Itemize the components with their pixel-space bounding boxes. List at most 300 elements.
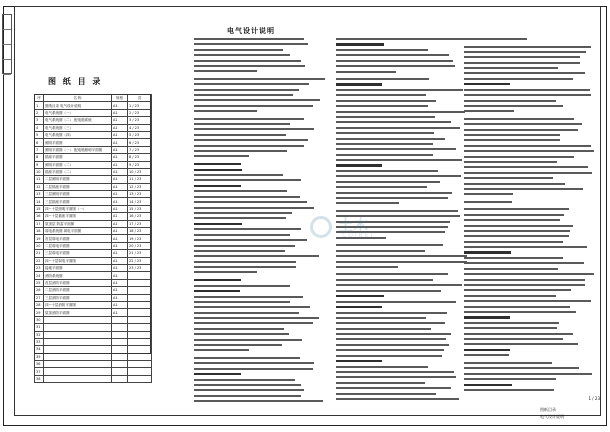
index-cell-page: 14 / 23	[128, 198, 152, 205]
text-line	[194, 250, 285, 252]
text-line	[194, 306, 310, 308]
text-line	[194, 245, 295, 247]
text-line	[336, 333, 451, 335]
index-cell-no: 11	[35, 176, 44, 183]
index-cell-size: A1	[112, 213, 128, 220]
index-cell-size: A1	[112, 264, 128, 271]
text-line	[194, 271, 257, 273]
index-cell-name: 三层弱电平面图	[44, 250, 112, 257]
text-line	[336, 279, 433, 281]
text-line	[336, 127, 460, 129]
page-number: 1 / 23	[588, 396, 600, 401]
text-line	[464, 230, 570, 232]
text-line	[194, 339, 302, 341]
text-line	[336, 192, 452, 194]
index-cell-name: 三层插座平面图	[44, 198, 112, 205]
text-line	[194, 134, 286, 136]
main-title: 电气设计说明	[227, 27, 275, 35]
text-line	[336, 121, 451, 123]
text-line	[194, 163, 241, 165]
index-row	[35, 361, 152, 368]
index-cell-no: 5	[35, 131, 44, 138]
index-cell-size: A1	[112, 228, 128, 235]
text-line	[336, 382, 425, 384]
text-line	[464, 219, 560, 221]
index-cell-no: 38	[35, 375, 44, 382]
index-row	[35, 294, 152, 301]
text-line	[336, 393, 436, 395]
index-cell-page: 23 / 23	[128, 264, 152, 271]
index-row	[35, 264, 152, 271]
text-line	[464, 295, 556, 297]
index-row	[35, 250, 152, 257]
text-line	[194, 174, 283, 176]
index-cell-size: A1	[112, 257, 128, 264]
index-cell-size: A1	[112, 154, 128, 161]
index-cell-size: A1	[112, 183, 128, 190]
index-row	[35, 183, 152, 190]
index-cell-size	[112, 331, 128, 338]
text-line	[336, 244, 443, 246]
index-cell-page	[128, 272, 152, 279]
index-cell-no: 25	[35, 279, 44, 286]
text-line	[336, 132, 434, 134]
text-line	[336, 317, 426, 319]
index-row	[35, 228, 152, 235]
text-line	[194, 169, 242, 171]
index-cell-size: A1	[112, 205, 128, 212]
text-line	[336, 255, 467, 257]
text-line	[194, 368, 313, 370]
index-cell-no: 19	[35, 235, 44, 242]
index-cell-page: 20 / 23	[128, 242, 152, 249]
index-cell-name: 屋顶层 防雷平面图	[44, 220, 112, 227]
text-line	[194, 266, 296, 268]
text-line	[336, 273, 448, 275]
index-row	[35, 368, 152, 375]
index-cell-no: 10	[35, 168, 44, 175]
text-line	[194, 105, 313, 107]
text-line	[336, 164, 382, 166]
text-line	[464, 177, 553, 179]
text-line	[194, 285, 290, 287]
index-cell-name: 弱电系统图 弱电平面图	[44, 228, 112, 235]
text-line	[464, 268, 558, 270]
index-row	[35, 154, 152, 161]
text-line	[464, 214, 564, 216]
text-line	[336, 344, 449, 346]
index-cell-size: A1	[112, 102, 128, 109]
index-cell-name: 照明平面图	[44, 139, 112, 146]
text-line	[336, 148, 456, 150]
index-cell-no: 17	[35, 220, 44, 227]
text-line	[464, 389, 554, 391]
index-cell-no: 34	[35, 346, 44, 353]
index-cell-no: 27	[35, 294, 44, 301]
index-cell-name: 消防系统图	[44, 272, 112, 279]
text-line	[464, 38, 527, 40]
text-line	[194, 128, 314, 130]
index-cell-no: 2	[35, 109, 44, 116]
text-line	[194, 344, 282, 346]
index-cell-page: 21 / 23	[128, 250, 152, 257]
text-line	[194, 196, 300, 198]
index-cell-no: 9	[35, 161, 44, 168]
index-cell-name	[44, 353, 112, 360]
text-line	[194, 110, 257, 112]
index-cell-name	[44, 368, 112, 375]
text-line	[336, 355, 442, 357]
index-cell-page: 19 / 23	[128, 235, 152, 242]
index-cell-name	[44, 346, 112, 353]
index-header-remark: 页	[128, 95, 152, 102]
text-line	[336, 295, 384, 297]
index-cell-name: 二层消防平面图	[44, 287, 112, 294]
text-line	[464, 289, 571, 291]
text-line	[464, 89, 590, 91]
index-cell-page: 5 / 23	[128, 131, 152, 138]
index-cell-size: A1	[112, 198, 128, 205]
text-line	[194, 328, 284, 330]
index-cell-name: 插座平面图	[44, 154, 112, 161]
text-line	[194, 296, 303, 298]
index-cell-no: 8	[35, 154, 44, 161]
text-line	[464, 51, 586, 53]
text-line	[194, 395, 301, 397]
index-cell-name: 插座平面图（二）	[44, 168, 112, 175]
index-cell-name: 屋顶消防平面图	[44, 309, 112, 316]
index-row	[35, 205, 152, 212]
text-line	[336, 360, 382, 362]
text-line	[464, 56, 580, 58]
text-line	[464, 156, 574, 158]
text-line	[336, 250, 425, 252]
text-line	[194, 349, 249, 351]
text-line	[194, 389, 304, 391]
text-line	[464, 72, 585, 74]
text-line	[194, 201, 307, 203]
index-cell-page	[128, 316, 152, 323]
index-cell-size: A1	[112, 146, 128, 153]
index-cell-page: 16 / 23	[128, 213, 152, 220]
index-cell-page: 7 / 23	[128, 146, 152, 153]
text-line	[194, 234, 290, 236]
text-line	[464, 208, 569, 210]
text-line	[464, 327, 557, 329]
index-row	[35, 242, 152, 249]
text-line	[464, 316, 510, 318]
index-cell-size	[112, 361, 128, 368]
index-cell-no: 18	[35, 228, 44, 235]
text-line	[194, 223, 242, 225]
index-cell-size	[112, 346, 128, 353]
index-cell-page	[128, 279, 152, 286]
index-cell-no: 15	[35, 205, 44, 212]
index-cell-page: 1 / 23	[128, 102, 152, 109]
index-cell-page	[128, 353, 152, 360]
text-line	[336, 202, 399, 204]
index-cell-no: 32	[35, 331, 44, 338]
index-cell-page	[128, 301, 152, 308]
index-cell-size: A1	[112, 294, 128, 301]
text-line	[464, 46, 591, 48]
text-line	[194, 255, 319, 257]
text-line	[336, 387, 451, 389]
text-line	[194, 207, 314, 209]
text-line	[194, 54, 290, 56]
text-line	[194, 357, 300, 359]
index-cell-no: 35	[35, 353, 44, 360]
index-cell-page	[128, 368, 152, 375]
text-line	[464, 235, 569, 237]
text-line	[194, 190, 287, 192]
text-line	[464, 78, 573, 80]
index-row	[35, 272, 152, 279]
text-line	[464, 343, 578, 345]
index-cell-size: A1	[112, 250, 128, 257]
index-row	[35, 102, 152, 109]
index-cell-page: 10 / 23	[128, 168, 152, 175]
text-line	[336, 65, 455, 67]
text-line	[194, 60, 301, 62]
index-cell-name: 照明平面图（二）	[44, 161, 112, 168]
text-line	[336, 210, 458, 212]
drawing-index-table	[34, 94, 152, 383]
text-line	[336, 301, 456, 303]
text-line	[194, 49, 283, 51]
text-line	[336, 371, 454, 373]
index-cell-page: 11 / 23	[128, 176, 152, 183]
index-cell-name: 接地平面图	[44, 264, 112, 271]
text-line	[336, 312, 447, 314]
text-line	[194, 38, 304, 40]
index-cell-no: 14	[35, 198, 44, 205]
index-row	[35, 176, 152, 183]
text-line	[194, 94, 293, 96]
index-cell-size: A1	[112, 117, 128, 124]
index-cell-no: 22	[35, 257, 44, 264]
text-line	[464, 172, 592, 174]
index-cell-name: 图纸目录 电气设计说明	[44, 102, 112, 109]
index-cell-name: 三层消防平面图	[44, 294, 112, 301]
text-line	[194, 70, 257, 72]
text-line	[194, 333, 289, 335]
index-row	[35, 161, 152, 168]
text-line	[464, 306, 570, 308]
index-row	[35, 287, 152, 294]
text-line	[194, 373, 241, 375]
text-line	[194, 384, 301, 386]
index-cell-name: 电气系统图（二） 配电箱系统	[44, 117, 112, 124]
text-line	[464, 262, 584, 264]
text-line	[464, 367, 579, 369]
text-line	[464, 110, 514, 112]
index-cell-size: A1	[112, 279, 128, 286]
text-line	[464, 150, 594, 152]
index-cell-size: A1	[112, 161, 128, 168]
text-line	[464, 246, 587, 248]
index-cell-no: 29	[35, 309, 44, 316]
index-cell-size: A1	[112, 272, 128, 279]
text-line	[464, 225, 573, 227]
text-line	[464, 322, 559, 324]
index-header-spec: 名 称	[44, 95, 112, 102]
text-line	[194, 43, 308, 45]
index-header-size: 规格	[112, 95, 128, 102]
index-cell-name	[44, 316, 112, 323]
text-line	[464, 118, 574, 120]
text-line	[336, 376, 456, 378]
index-cell-size: A1	[112, 191, 128, 198]
index-cell-page: 8 / 23	[128, 154, 152, 161]
text-line	[464, 284, 585, 286]
index-cell-name: 四~十层消防平面图	[44, 301, 112, 308]
text-line	[464, 349, 510, 351]
text-line	[194, 99, 320, 101]
index-cell-size: A1	[112, 301, 128, 308]
text-line	[194, 301, 290, 303]
index-cell-no: 26	[35, 287, 44, 294]
index-row	[35, 309, 152, 316]
text-line	[336, 328, 431, 330]
text-line	[194, 239, 307, 241]
text-line	[464, 241, 563, 243]
text-line	[336, 261, 467, 263]
index-cell-name	[44, 324, 112, 331]
text-line	[464, 273, 594, 275]
index-cell-name	[44, 331, 112, 338]
stamp-line-1: 图纸目录	[540, 407, 556, 412]
text-line	[336, 398, 459, 400]
index-title: 图 纸 目 录	[48, 77, 103, 86]
text-line	[194, 150, 287, 152]
index-cell-size: A1	[112, 109, 128, 116]
text-line	[464, 333, 573, 335]
index-cell-name: 电气系统图（一）	[44, 109, 112, 116]
index-cell-no: 33	[35, 338, 44, 345]
index-cell-no: 16	[35, 213, 44, 220]
text-line	[336, 197, 448, 199]
index-row	[35, 109, 152, 116]
text-line	[194, 400, 323, 402]
index-cell-name: 二层插座平面图	[44, 183, 112, 190]
index-cell-page: 4 / 23	[128, 124, 152, 131]
text-line	[464, 362, 552, 364]
text-line	[464, 166, 588, 168]
index-cell-page	[128, 287, 152, 294]
text-line	[194, 212, 292, 214]
index-row	[35, 316, 152, 323]
index-cell-size	[112, 324, 128, 331]
text-line	[194, 118, 304, 120]
index-cell-size: A1	[112, 124, 128, 131]
text-line	[464, 279, 585, 281]
text-line	[194, 78, 325, 80]
index-header-row	[35, 95, 152, 102]
index-row	[35, 168, 152, 175]
text-line	[336, 89, 463, 91]
text-line	[336, 154, 433, 156]
index-cell-name	[44, 375, 112, 382]
text-line	[194, 65, 305, 67]
text-line	[464, 145, 591, 147]
text-line	[194, 139, 308, 141]
index-cell-page: 6 / 23	[128, 139, 152, 146]
index-cell-no: 36	[35, 361, 44, 368]
index-cell-name: 四~十层照明平面图（一）	[44, 205, 112, 212]
text-line	[464, 201, 512, 203]
text-line	[194, 379, 295, 381]
index-row	[35, 124, 152, 131]
index-cell-name: 首层弱电平面图	[44, 235, 112, 242]
index-cell-page: 9 / 23	[128, 161, 152, 168]
text-line	[194, 83, 309, 85]
text-line	[464, 123, 582, 125]
index-cell-page	[128, 361, 152, 368]
text-line	[194, 228, 301, 230]
index-row	[35, 324, 152, 331]
text-line	[336, 181, 440, 183]
text-line	[336, 105, 428, 107]
text-line	[194, 279, 241, 281]
text-line	[194, 145, 304, 147]
index-row	[35, 331, 152, 338]
index-cell-no: 13	[35, 191, 44, 198]
text-line	[336, 266, 398, 268]
text-line	[194, 155, 249, 157]
text-line	[336, 170, 438, 172]
text-line	[194, 290, 240, 292]
index-cell-size: A1	[112, 168, 128, 175]
index-cell-page: 13 / 23	[128, 191, 152, 198]
index-row	[35, 301, 152, 308]
text-line	[336, 349, 444, 351]
text-line	[464, 378, 556, 380]
watermark-logo-icon	[310, 216, 332, 238]
index-row	[35, 146, 152, 153]
text-line	[464, 94, 591, 96]
index-header-no: 序	[35, 95, 44, 102]
index-cell-no: 31	[35, 324, 44, 331]
text-line	[464, 134, 560, 136]
text-line	[194, 89, 299, 91]
index-cell-name: 电气系统图（四）	[44, 131, 112, 138]
index-cell-page: 18 / 23	[128, 228, 152, 235]
text-line	[336, 322, 445, 324]
index-cell-page	[128, 294, 152, 301]
text-line	[336, 100, 436, 102]
index-cell-page: 17 / 23	[128, 220, 152, 227]
index-cell-no: 6	[35, 139, 44, 146]
index-row	[35, 139, 152, 146]
text-line	[336, 186, 427, 188]
index-row	[35, 353, 152, 360]
index-cell-no: 7	[35, 146, 44, 153]
text-line	[336, 43, 384, 45]
text-line	[464, 100, 556, 102]
text-line	[336, 49, 428, 51]
text-line	[464, 129, 578, 131]
title-stamp	[540, 406, 600, 420]
text-line	[194, 261, 296, 263]
text-line	[464, 338, 563, 340]
index-row	[35, 279, 152, 286]
index-cell-no: 20	[35, 242, 44, 249]
text-line	[464, 83, 510, 85]
text-line	[464, 257, 563, 259]
index-cell-no: 4	[35, 124, 44, 131]
text-line	[336, 71, 396, 73]
